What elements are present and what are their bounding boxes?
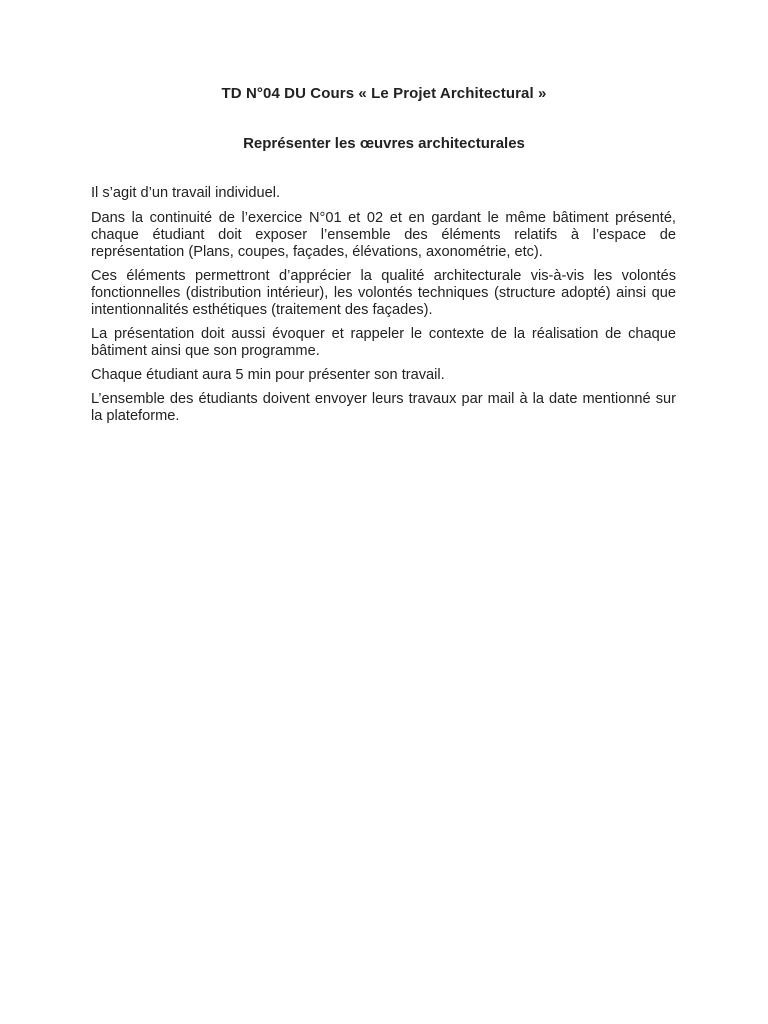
paragraph-intro: Il s’agit d’un travail individuel. — [91, 185, 281, 201]
document-body — [91, 185, 676, 432]
paragraph-duration: Chaque étudiant aura 5 min pour présenter son travail. — [91, 367, 445, 383]
paragraph-elements: Ces éléments permettront d’apprécier la qualité architecturale vis-à-vis les volontés fonctionnelles (distribution intérieur), les volontés techniques (structure adopté) ainsi que intentionnalités esthétiques (traitement des façades). — [91, 268, 676, 318]
paragraph-context: La présentation doit aussi évoquer et rappeler le contexte de la réalisation de chaque bâtiment ainsi que son programme. — [91, 326, 676, 359]
paragraph-submission: L’ensemble des étudiants doivent envoyer leurs travaux par mail à la date mentionné sur la plateforme. — [91, 391, 676, 424]
paragraph-continuity: Dans la continuité de l’exercice N°01 et 02 et en gardant le même bâtiment présenté, chaque étudiant doit exposer l’ensemble des éléments relatifs à l’espace de représentation (Plans, coupes, façades, élévations, axonométrie, etc). — [91, 210, 676, 260]
document-subtitle: Représenter les œuvres architecturales — [243, 135, 525, 152]
document-title: TD N°04 DU Cours « Le Projet Architectural » — [221, 85, 547, 102]
